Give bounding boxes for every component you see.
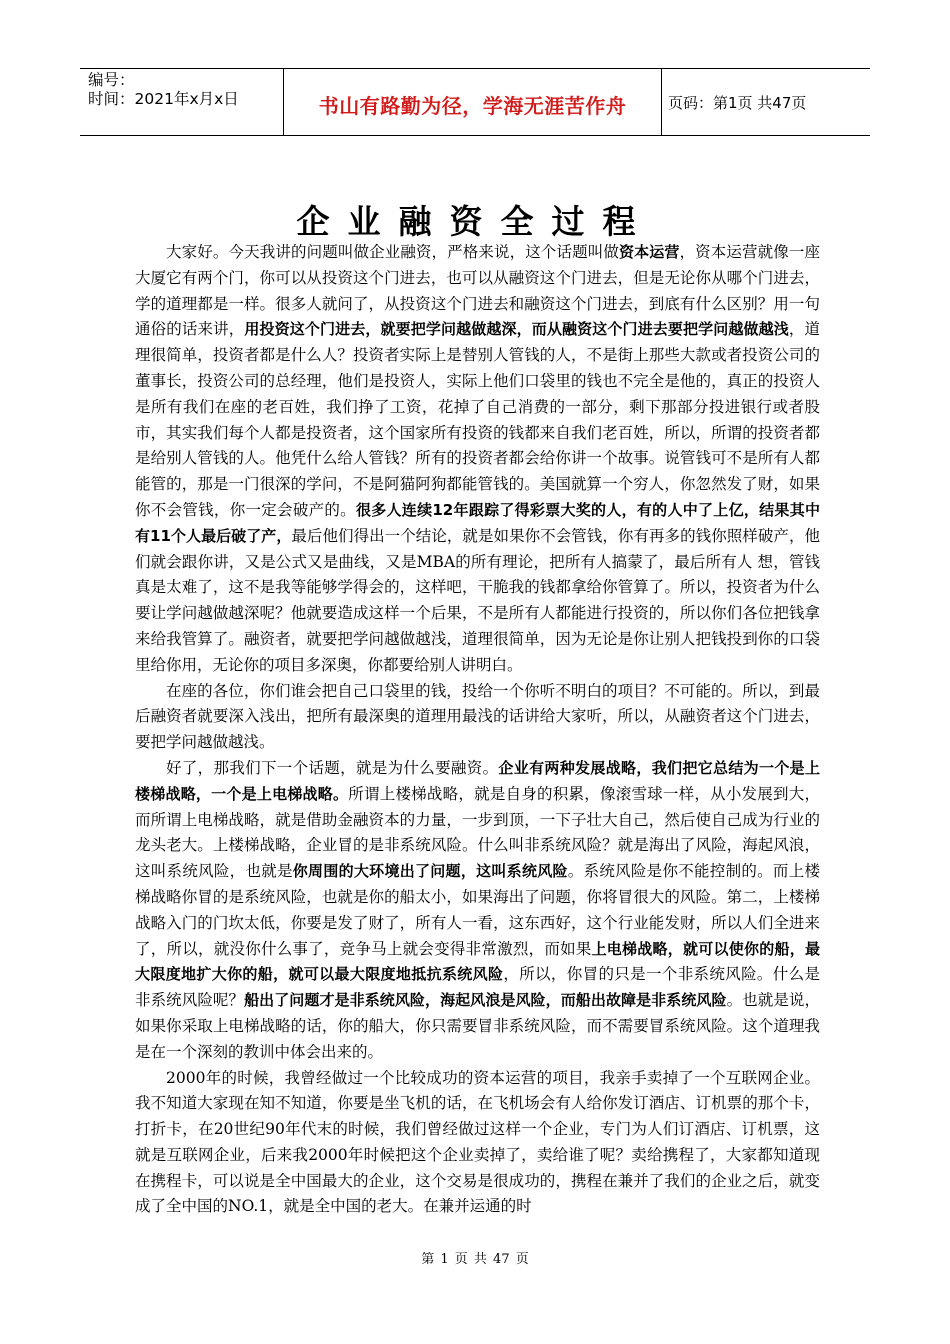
paragraph-text: 在座的各位，你们谁会把自己口袋里的钱，投给一个你听不明白的项目？不可能的。所以，到最后融资者就要深入浅出，把所有最深奥的道理用最浅的话讲给大家听，所以，从融资者这个门进去，要把学问越做越浅。 (135, 681, 820, 752)
header-table (80, 68, 870, 136)
paragraph-text: 所谓上楼梯战略，就是自身的积累，像滚雪球一样，从小发展到大，而所谓上电梯战略，就是借助金融资本的力量，一步到顶，一下子壮大自己，然后使自己成为行业的龙头老大。上楼梯战略，企业冒的是非系统风险。什么叫非系统风险？就是海出了风险，海起风浪，这叫系统风险，也就是 (135, 784, 820, 881)
paragraph-text: 。也就是说，如果你采取上电梯战略的话，你的船大，你只需要冒非系统风险，而不需要冒系统风险。这个道理我是在一个深刻的教训中体会出来的。 (135, 991, 820, 1061)
paragraph-text: 好了，那我们下一个话题，就是为什么要融资。 (166, 758, 499, 777)
emphasis-text: 很多人连续12年跟踪了得彩票大奖的人，有的人中了上亿，结果其中有11个人最后破了产， (135, 500, 820, 545)
document-title: 企业融资全过程 (296, 202, 654, 241)
paragraph-text: ，所以，你冒的只是一个非系统风险。什么是非系统风险呢？ (135, 965, 820, 1010)
emphasis-text: 船出了问题才是非系统风险，海起风浪是风险，而船出故障是非系统风险 (244, 991, 727, 1010)
paragraph-text: 大家好。今天我讲的问题叫做企业融资，严格来说，这个话题叫做 (166, 243, 620, 261)
header-motto: 书山有路勤为径，学海无涯苦作舟 (284, 69, 662, 135)
emphasis-text: 上电梯战略，就可以使你的船，最大限度地扩大你的船，就可以最大限度地抵抗系统风险 (135, 939, 820, 984)
paragraph-text: 最后他们得出一个结论，就是如果你不会管钱，你有再多的钱你照样破产，他们就会跟你讲，又是公式又是曲线，又是MBA的所有理论，把所有人搞蒙了，最后所有人 想，管钱真是太难了，这不是我等能够学得会的，这样吧，干脆我的钱都拿给你管算了。所以，投资者为什么要让学问越做越深呢？他就要造成这样一个后果，不是所有人都能进行投资的，所以你们各位把钱拿来给我管算了。融资者，就要把学问越做越浅，道理很简单，因为无论是你让别人把钱投到你的口袋里给你用，无论你的项目多深奥，你都要给别人讲明白。 (135, 526, 820, 674)
body-paragraph (135, 240, 820, 679)
document-date-label: 时间：2021年x月x日 (88, 90, 239, 108)
document-number-label: 编号： (88, 71, 135, 89)
body-paragraph (135, 679, 820, 756)
header-meta-cell (80, 69, 284, 135)
paragraph-text: ，资本运营就像一座大厦它有两个门，你可以从投资这个门进去，也可以从融资这个门进去，但是无论你从哪个门进去，学的道理都是一样。很多人就问了，从投资这个门进去和融资这个门进去，到底有什么区别？用一句通俗的话来讲， (135, 243, 820, 339)
emphasis-text: 企业有两种发展战略，我们把它总结为一个是上楼梯战略，一个是上电梯战略。 (135, 758, 820, 803)
emphasis-text: 用投资这个门进去，就要把学问越做越深，而从融资这个门进去要把学问越做越浅 (244, 320, 789, 339)
emphasis-text: 你周围的大环境出了问题，这叫系统风险 (292, 862, 568, 881)
paragraph-text: 2000年的时候，我曾经做过一个比较成功的资本运营的项目，我亲手卖掉了一个互联网企业。我不知道大家现在知不知道，你要是坐飞机的话，在飞机场会有人给你发订酒店、订机票的那个卡，打折卡，在20世纪90年代末的时候，我们曾经做过这样一个企业，专门为人们订酒店、订机票，这就是互联网企业，后来我2000年时候把这个企业卖掉了，卖给谁了呢？卖给携程了，大家都知道现在携程卡，可以说是全中国最大的企业，这个交易是很成功的，携程在兼并了我们的企业之后，就变成了全中国的NO.1，就是全中国的老大。在兼并运通的时 (135, 1068, 820, 1216)
emphasis-text: 资本运营 (619, 243, 680, 261)
page-footer: 第 1 页 共 47 页 (421, 1252, 529, 1267)
body-paragraph (135, 756, 820, 1066)
document-body (135, 240, 820, 1220)
paragraph-text: 。系统风险是你不能控制的。而上楼梯战略你冒的是系统风险，也就是你的船太小，如果海出了问题，你将冒很大的风险。第二，上楼梯战略入门的门坎太低，你要是发了财了，所有人一看，这东西好，这个行业能发财，所以人们全进来了，所以，就没你什么事了，竞争马上就会变得非常激烈，而如果 (135, 862, 820, 958)
header-page-info: 页码：第1页 共47页 (668, 93, 807, 112)
body-paragraph (135, 1066, 820, 1221)
paragraph-text: ，道理很简单，投资者都是什么人？投资者实际上是替别人管钱的人，不是街上那些大款或者投资公司的董事长，投资公司的总经理，他们是投资人，实际上他们口袋里的钱也不完全是他的，真正的投资人是所有我们在座的老百姓，我们挣了工资，花掉了自己消费的一部分，剩下那部分投进银行或者股市，其实我们每个人都是投资者，这个国家所有投资的钱都来自我们老百姓，所以，所谓的投资者都是给别人管钱的人。他凭什么给人管钱？所有的投资者都会给你讲一个故事。说管钱可不是所有人都能管的，那是一门很深的学问，不是阿猫阿狗都能管钱的。美国就算一个穷人，你忽然发了财，如果你不会管钱，你一定会破产的。 (135, 320, 820, 519)
